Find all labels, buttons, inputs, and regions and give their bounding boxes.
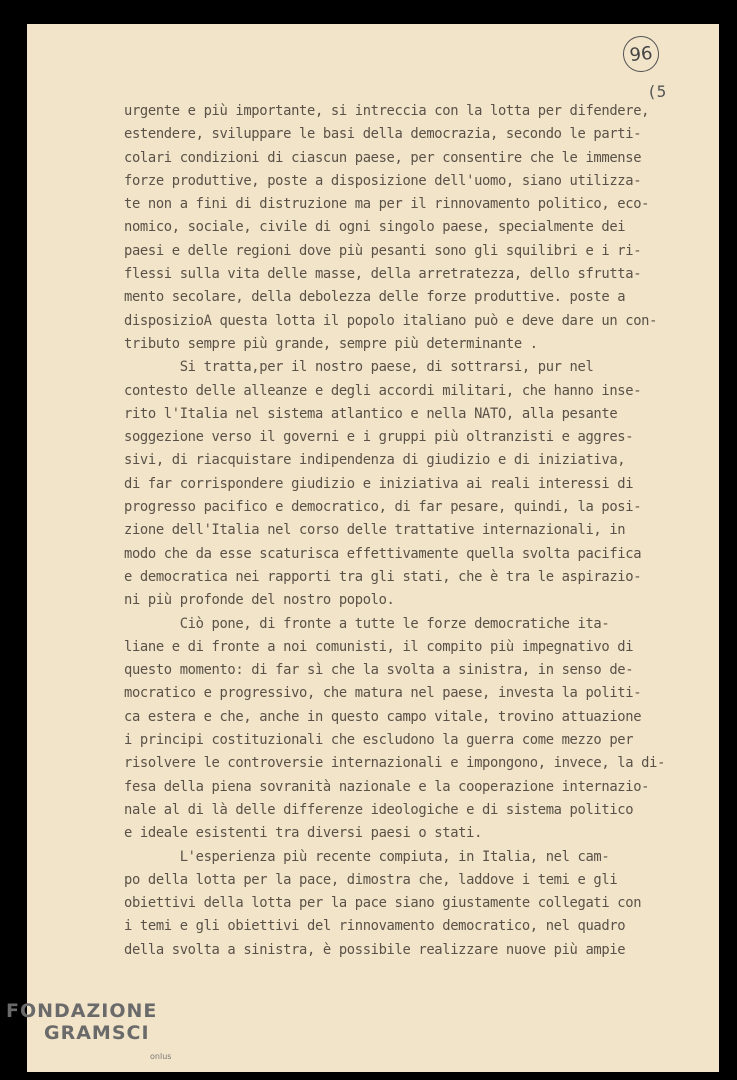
text-line: estendere, sviluppare le basi della democrazia, secondo le parti-: [124, 126, 642, 143]
text-line: soggezione verso il governi e i gruppi più oltranzisti e aggres-: [124, 429, 634, 446]
typed-body-text: [124, 100, 684, 962]
text-line: po della lotta per la pace, dimostra che, laddove i temi e gli: [124, 871, 618, 888]
watermark-small-text: onlus: [150, 1052, 172, 1061]
text-line: rito l'Italia nel sistema atlantico e nella NATO, alla pesante: [124, 405, 618, 422]
text-line: della svolta a sinistra, è possibile realizzare nuove più ampie: [124, 941, 626, 958]
watermark-line-1: FONDAZIONE: [6, 1000, 158, 1022]
text-line: i principi costituzionali che escludono la guerra come mezzo per: [124, 732, 634, 749]
text-line: modo che da esse scaturisca effettivamente quella svolta pacifica: [124, 545, 642, 562]
document-page: [27, 24, 719, 1072]
text-line: Ciò pone, di fronte a tutte le forze democratiche ita-: [124, 615, 610, 632]
text-line: disposizioA questa lotta il popolo italiano può e deve dare un con-: [124, 312, 658, 329]
text-line: ni più profonde del nostro popolo.: [124, 592, 395, 609]
text-line: risolvere le controversie internazionali e impongono, invece, la di-: [124, 755, 666, 772]
text-line: progresso pacifico e democratico, di far pesare, quindi, la posi-: [124, 499, 642, 516]
text-line: e ideale esistenti tra diversi paesi o stati.: [124, 825, 483, 842]
text-line: e democratica nei rapporti tra gli stati, che è tra le aspirazio-: [124, 568, 642, 585]
text-line: i temi e gli obiettivi del rinnovamento democratico, nel quadro: [124, 918, 626, 935]
text-line: forze produttive, poste a disposizione dell'uomo, siano utilizza-: [124, 172, 642, 189]
text-line: zione dell'Italia nel corso delle trattative internazionali, in: [124, 522, 626, 539]
text-line: sivi, di riacquistare indipendenza di giudizio e di iniziativa,: [124, 452, 626, 469]
text-line: liane e di fronte a noi comunisti, il compito più impegnativo di: [124, 638, 634, 655]
text-line: paesi e delle regioni dove più pesanti sono gli squilibri e i ri-: [124, 242, 642, 259]
text-line: di far corrispondere giudizio e iniziativa ai reali interessi di: [124, 475, 634, 492]
text-line: urgente e più importante, si intreccia con la lotta per difendere,: [124, 103, 650, 119]
text-line: fesa della piena sovranità nazionale e la cooperazione internazio-: [124, 778, 650, 795]
text-line: flessi sulla vita delle masse, della arretratezza, dello sfrutta-: [124, 266, 642, 283]
watermark-line-2: GRAMSCI: [44, 1022, 150, 1044]
text-line: L'esperienza più recente compiuta, in Italia, nel cam-: [124, 848, 610, 865]
text-line: questo momento: di far sì che la svolta a sinistra, in senso de-: [124, 662, 634, 679]
circled-page-number: 96: [621, 34, 661, 74]
text-line: ca estera e che, anche in questo campo vitale, trovino attuazione: [124, 708, 642, 725]
text-line: obiettivi della lotta per la pace siano giustamente collegati con: [124, 895, 642, 912]
text-line: nomico, sociale, civile di ogni singolo paese, specialmente dei: [124, 219, 626, 236]
fondazione-gramsci-watermark: [6, 1000, 157, 1044]
text-line: tributo sempre più grande, sempre più determinante .: [124, 335, 538, 352]
text-line: mento secolare, della debolezza delle forze produttive. poste a: [124, 289, 626, 306]
text-line: te non a fini di distruzione ma per il rinnovamento politico, eco-: [124, 196, 650, 213]
text-line: colari condizioni di ciascun paese, per consentire che le immense: [124, 149, 642, 166]
text-line: Si tratta,per il nostro paese, di sottrarsi, pur nel: [124, 359, 594, 376]
text-line: mocratico e progressivo, che matura nel paese, investa la politi-: [124, 685, 642, 702]
sheet-number: (5: [647, 82, 667, 101]
text-line: contesto delle alleanze e degli accordi militari, che hanno inse-: [124, 382, 642, 399]
text-line: nale al di là delle differenze ideologiche e di sistema politico: [124, 801, 634, 818]
